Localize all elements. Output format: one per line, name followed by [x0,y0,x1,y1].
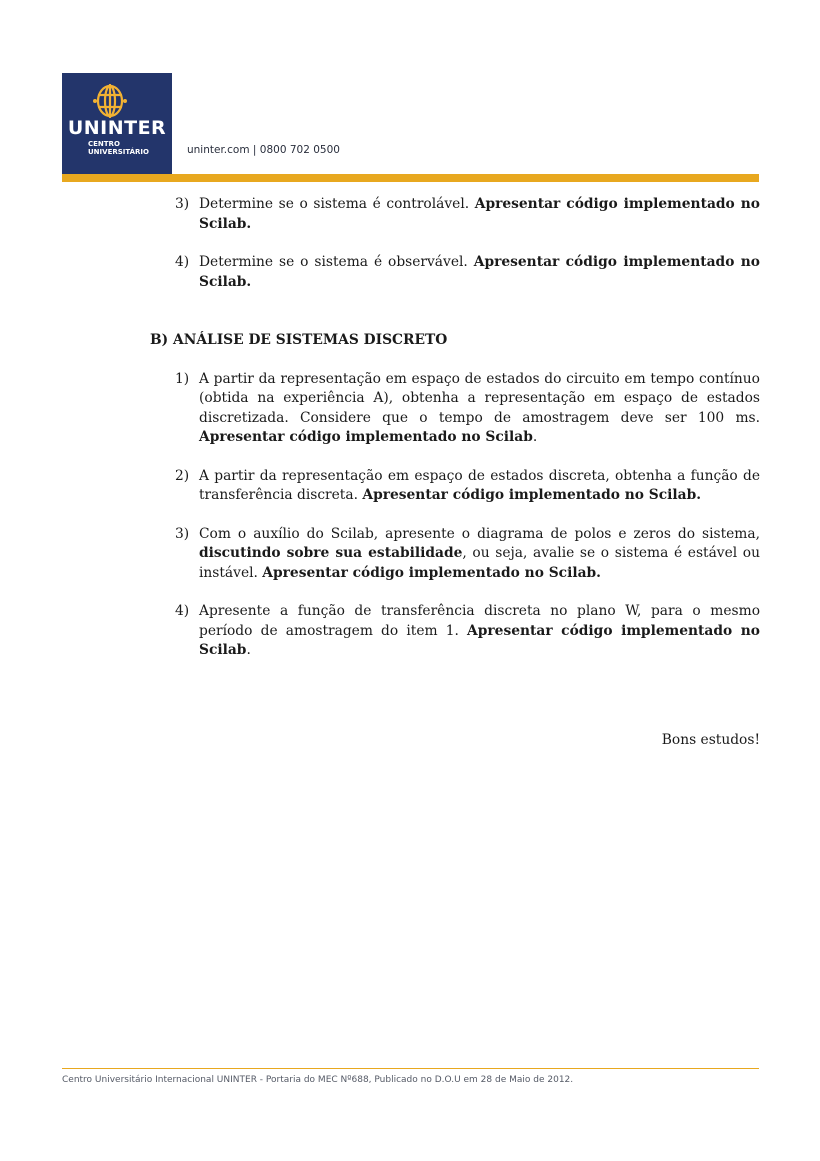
header-divider [62,174,759,182]
list-item: 3) Determine se o sistema é controlável. Apresentar código implementado no Scilab. [175,196,760,232]
logo-wordmark: UNINTER [67,117,167,139]
logo-subtitle: CENTRO UNIVERSITÁRIO [88,140,149,156]
list-item: 2) A partir da representação em espaço de estados discreta, obtenha a função de transferência discreta. Apresentar código implementado no Scilab. [175,467,760,503]
list-item: 1) A partir da representação em espaço de estados do circuito em tempo contínuo (obtida na experiência A), obtenha a representação em espaço de estados discretizada. Considere que o tempo de amostragem deve ser 100 ms. Apresentar código implementado no Scilab. [175,370,760,445]
document-body [150,195,760,750]
list-item: 4) Apresente a função de transferência discreta no plano W, para o mesmo período de amostragem do item 1. Apresentar código implementado no Scilab. [175,603,760,658]
globe-icon [86,81,134,121]
footer-text: Centro Universitário Internacional UNINTER - Portaria do MEC Nº688, Publicado no D.O.U em 28 de Maio de 2012. [62,1075,574,1085]
contact-info: uninter.com | 0800 702 0500 [187,144,340,156]
uninter-logo [62,73,172,174]
footer-divider [62,1068,759,1069]
list-item: 4) Determine se o sistema é observável. Apresentar código implementado no Scilab. [175,254,760,290]
list-item: 3) Com o auxílio do Scilab, apresente o diagrama de polos e zeros do sistema, discutindo sobre sua estabilidade, ou seja, avalie se o sistema é estável ou instável. Apresentar código implementado no Scilab. [175,525,760,581]
closing-text: Bons estudos! [661,731,760,748]
section-heading: B) ANÁLISE DE SISTEMAS DISCRETO [150,332,448,348]
